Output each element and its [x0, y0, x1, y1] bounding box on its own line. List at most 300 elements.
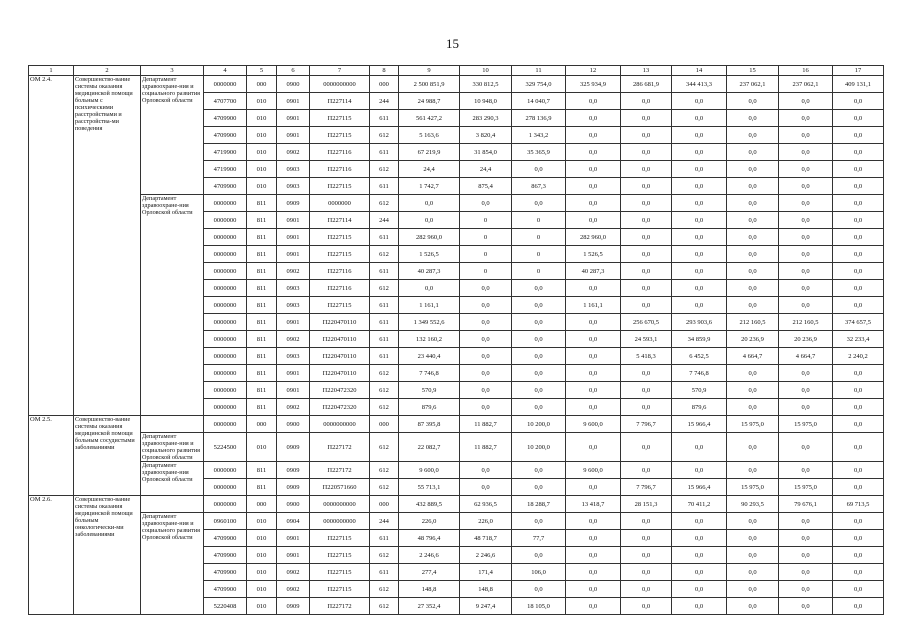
value-cell: 13 418,7 — [566, 496, 621, 513]
value-cell: 0,0 — [399, 195, 460, 212]
executor-cell — [141, 496, 204, 513]
value-cell: 0,0 — [779, 462, 833, 479]
value-cell: П227172 — [310, 598, 370, 615]
value-cell: 5220408 — [204, 598, 247, 615]
value-cell: 0,0 — [460, 399, 512, 416]
value-cell: 010 — [247, 127, 277, 144]
value-cell: 0000000 — [204, 280, 247, 297]
value-cell: 0 — [460, 263, 512, 280]
value-cell: 0,0 — [727, 399, 779, 416]
value-cell: 0,0 — [779, 598, 833, 615]
value-cell: 811 — [247, 382, 277, 399]
value-cell: 0,0 — [779, 399, 833, 416]
value-cell: 0,0 — [566, 93, 621, 110]
column-header: 17 — [833, 66, 884, 76]
value-cell: П227172 — [310, 462, 370, 479]
value-cell: 14 040,7 — [512, 93, 566, 110]
value-cell: 0,0 — [621, 229, 672, 246]
value-cell: 0,0 — [833, 110, 884, 127]
value-cell: 0,0 — [621, 433, 672, 462]
value-cell: 000 — [247, 76, 277, 93]
value-cell: 1 526,5 — [399, 246, 460, 263]
table-row — [29, 76, 884, 93]
value-cell: 0,0 — [727, 127, 779, 144]
value-cell: 811 — [247, 331, 277, 348]
column-header: 9 — [399, 66, 460, 76]
value-cell: 48 796,4 — [399, 530, 460, 547]
value-cell: 0900 — [277, 496, 310, 513]
value-cell: 11 882,7 — [460, 433, 512, 462]
table-row — [29, 496, 884, 513]
value-cell: П220470110 — [310, 348, 370, 365]
value-cell: 0,0 — [833, 581, 884, 598]
column-header: 3 — [141, 66, 204, 76]
value-cell: 0,0 — [779, 127, 833, 144]
value-cell: 000 — [247, 496, 277, 513]
value-cell: 0,0 — [621, 598, 672, 615]
value-cell: 811 — [247, 229, 277, 246]
value-cell: 0,0 — [833, 399, 884, 416]
value-cell: 0903 — [277, 348, 310, 365]
value-cell: 0,0 — [833, 564, 884, 581]
value-cell: 15 975,0 — [727, 416, 779, 433]
value-cell: 611 — [370, 263, 399, 280]
value-cell: П227116 — [310, 280, 370, 297]
column-header: 16 — [779, 66, 833, 76]
value-cell: 226,0 — [460, 513, 512, 530]
value-cell: П227115 — [310, 564, 370, 581]
value-cell: 0,0 — [833, 416, 884, 433]
value-cell: 0,0 — [727, 246, 779, 263]
value-cell: 278 136,9 — [512, 110, 566, 127]
value-cell: 24,4 — [460, 161, 512, 178]
value-cell: 0,0 — [566, 331, 621, 348]
value-cell: 0,0 — [672, 513, 727, 530]
value-cell: 329 754,0 — [512, 76, 566, 93]
value-cell: 409 131,1 — [833, 76, 884, 93]
value-cell: 0000000 — [204, 76, 247, 93]
value-cell: 5 163,6 — [399, 127, 460, 144]
value-cell: 2 246,6 — [399, 547, 460, 564]
value-cell: 15 975,0 — [779, 479, 833, 496]
value-cell: 0 — [460, 212, 512, 229]
value-cell: 0,0 — [621, 195, 672, 212]
value-cell: 811 — [247, 195, 277, 212]
value-cell: 0,0 — [566, 195, 621, 212]
value-cell: 0,0 — [512, 297, 566, 314]
value-cell: 0902 — [277, 331, 310, 348]
value-cell: 374 657,5 — [833, 314, 884, 331]
value-cell: 0000000 — [204, 399, 247, 416]
value-cell: 612 — [370, 547, 399, 564]
value-cell: 3 820,4 — [460, 127, 512, 144]
value-cell: 0,0 — [833, 93, 884, 110]
value-cell: 286 681,9 — [621, 76, 672, 93]
value-cell: 28 151,3 — [621, 496, 672, 513]
value-cell: 0,0 — [779, 564, 833, 581]
value-cell: 811 — [247, 263, 277, 280]
value-cell: 4 664,7 — [779, 348, 833, 365]
value-cell: 4719900 — [204, 161, 247, 178]
value-cell: 0000000 — [204, 496, 247, 513]
value-cell: П227115 — [310, 127, 370, 144]
value-cell: 0902 — [277, 263, 310, 280]
value-cell: 0,0 — [460, 348, 512, 365]
value-cell: 0,0 — [727, 462, 779, 479]
value-cell: 0901 — [277, 212, 310, 229]
value-cell: 171,4 — [460, 564, 512, 581]
value-cell: 811 — [247, 365, 277, 382]
value-cell: 0,0 — [566, 314, 621, 331]
value-cell: 0,0 — [672, 93, 727, 110]
value-cell: 132 160,2 — [399, 331, 460, 348]
value-cell: 612 — [370, 479, 399, 496]
value-cell: 40 287,3 — [399, 263, 460, 280]
value-cell: 811 — [247, 479, 277, 496]
value-cell: 0000000 — [310, 195, 370, 212]
value-cell: 0,0 — [833, 382, 884, 399]
value-cell: 0,0 — [727, 547, 779, 564]
value-cell: 148,8 — [399, 581, 460, 598]
value-cell: 0903 — [277, 178, 310, 195]
value-cell: П227115 — [310, 178, 370, 195]
value-cell: 811 — [247, 297, 277, 314]
measure-name: Совершенство-вание системы оказания медицинской помощи больным с психическими расстройствами и расстройства-ми поведения — [74, 76, 141, 416]
value-cell: 612 — [370, 382, 399, 399]
value-cell: 000 — [370, 76, 399, 93]
column-header: 11 — [512, 66, 566, 76]
value-cell: 2 500 851,9 — [399, 76, 460, 93]
value-cell: 0,0 — [727, 212, 779, 229]
value-cell: 87 395,8 — [399, 416, 460, 433]
value-cell: 1 349 552,6 — [399, 314, 460, 331]
value-cell: 226,0 — [399, 513, 460, 530]
value-cell: 0,0 — [833, 479, 884, 496]
value-cell: 282 960,0 — [399, 229, 460, 246]
value-cell: 611 — [370, 110, 399, 127]
measure-name: Совершенство-вание системы оказания медицинской помощи больным онкологически-ми заболеваниями — [74, 496, 141, 615]
table-row — [29, 462, 884, 479]
value-cell: 0900 — [277, 76, 310, 93]
value-cell: 0,0 — [512, 331, 566, 348]
value-cell: 0,0 — [621, 178, 672, 195]
value-cell: 244 — [370, 513, 399, 530]
value-cell: 0,0 — [833, 195, 884, 212]
value-cell: 0909 — [277, 462, 310, 479]
value-cell: 18 105,0 — [512, 598, 566, 615]
value-cell: 69 713,5 — [833, 496, 884, 513]
value-cell: 325 934,9 — [566, 76, 621, 93]
value-cell: 010 — [247, 581, 277, 598]
value-cell: 0901 — [277, 547, 310, 564]
value-cell: 611 — [370, 144, 399, 161]
value-cell: П220470110 — [310, 365, 370, 382]
value-cell: 212 160,5 — [727, 314, 779, 331]
value-cell: 811 — [247, 348, 277, 365]
column-header: 10 — [460, 66, 512, 76]
value-cell: 0909 — [277, 433, 310, 462]
value-cell: 70 411,2 — [672, 496, 727, 513]
value-cell: 0,0 — [727, 263, 779, 280]
value-cell: 0,0 — [566, 513, 621, 530]
value-cell: 0,0 — [621, 530, 672, 547]
value-cell: 0,0 — [621, 365, 672, 382]
value-cell: 0,0 — [672, 110, 727, 127]
value-cell: 0,0 — [672, 144, 727, 161]
value-cell: 0,0 — [566, 280, 621, 297]
value-cell: 0,0 — [621, 564, 672, 581]
value-cell: 7 796,7 — [621, 479, 672, 496]
value-cell: 612 — [370, 127, 399, 144]
value-cell: 611 — [370, 297, 399, 314]
value-cell: 0,0 — [833, 513, 884, 530]
value-cell: 0,0 — [672, 127, 727, 144]
value-cell: 0,0 — [621, 462, 672, 479]
value-cell: 0,0 — [779, 382, 833, 399]
value-cell: 570,9 — [399, 382, 460, 399]
value-cell: 611 — [370, 331, 399, 348]
value-cell: 330 812,5 — [460, 76, 512, 93]
value-cell: 1 526,5 — [566, 246, 621, 263]
value-cell: 0,0 — [779, 365, 833, 382]
value-cell: 010 — [247, 598, 277, 615]
measure-name: Совершенство-вание системы оказания медицинской помощи больным сосудистыми заболеваниями — [74, 416, 141, 496]
value-cell: П227114 — [310, 93, 370, 110]
value-cell: 612 — [370, 246, 399, 263]
value-cell: П220470110 — [310, 314, 370, 331]
value-cell: 0,0 — [621, 246, 672, 263]
value-cell: 0901 — [277, 365, 310, 382]
value-cell: 15 975,0 — [779, 416, 833, 433]
value-cell: 0,0 — [833, 462, 884, 479]
value-cell: 0 — [512, 263, 566, 280]
value-cell: 010 — [247, 161, 277, 178]
value-cell: 0,0 — [566, 598, 621, 615]
value-cell: 0,0 — [672, 297, 727, 314]
value-cell: 0,0 — [566, 547, 621, 564]
value-cell: 237 062,1 — [779, 76, 833, 93]
value-cell: 0,0 — [672, 547, 727, 564]
value-cell: 0,0 — [621, 93, 672, 110]
value-cell: 256 670,5 — [621, 314, 672, 331]
value-cell: 0,0 — [779, 246, 833, 263]
table-row — [29, 195, 884, 212]
value-cell: 5 418,3 — [621, 348, 672, 365]
value-cell: 62 936,5 — [460, 496, 512, 513]
value-cell: 0,0 — [621, 110, 672, 127]
value-cell: 0901 — [277, 382, 310, 399]
value-cell: 0,0 — [672, 280, 727, 297]
value-cell: 0000000 — [204, 479, 247, 496]
value-cell: П227115 — [310, 110, 370, 127]
value-cell: 0,0 — [779, 280, 833, 297]
value-cell: 0,0 — [460, 479, 512, 496]
value-cell: 0,0 — [512, 399, 566, 416]
value-cell: 0000000 — [204, 212, 247, 229]
value-cell: 0000000 — [204, 462, 247, 479]
value-cell: 55 713,1 — [399, 479, 460, 496]
executor-cell: Департамент здравоохране-ния Орловской области — [141, 462, 204, 496]
value-cell: 10 948,0 — [460, 93, 512, 110]
value-cell: 0,0 — [833, 161, 884, 178]
value-cell: 0,0 — [672, 598, 727, 615]
value-cell: 0,0 — [512, 161, 566, 178]
value-cell: 0901 — [277, 127, 310, 144]
value-cell: 0,0 — [621, 513, 672, 530]
value-cell: 0903 — [277, 280, 310, 297]
value-cell: П220472320 — [310, 382, 370, 399]
value-cell: 612 — [370, 399, 399, 416]
executor-cell — [141, 416, 204, 433]
value-cell: 4709900 — [204, 110, 247, 127]
value-cell: 2 246,6 — [460, 547, 512, 564]
value-cell: 0,0 — [460, 365, 512, 382]
value-cell: 0,0 — [621, 161, 672, 178]
value-cell: 0,0 — [621, 280, 672, 297]
value-cell: 0,0 — [727, 144, 779, 161]
value-cell: 0,0 — [672, 161, 727, 178]
value-cell: 0,0 — [779, 178, 833, 195]
value-cell: 0,0 — [779, 229, 833, 246]
value-cell: 0,0 — [621, 581, 672, 598]
value-cell: 0,0 — [460, 195, 512, 212]
value-cell: 0000000 — [204, 331, 247, 348]
value-cell: 0,0 — [727, 530, 779, 547]
value-cell: 277,4 — [399, 564, 460, 581]
value-cell: 612 — [370, 161, 399, 178]
column-header: 1 — [29, 66, 74, 76]
value-cell: 0000000 — [204, 297, 247, 314]
value-cell: 11 882,7 — [460, 416, 512, 433]
column-header: 7 — [310, 66, 370, 76]
value-cell: П227172 — [310, 433, 370, 462]
value-cell: 000 — [247, 416, 277, 433]
value-cell: 611 — [370, 530, 399, 547]
value-cell: 31 854,0 — [460, 144, 512, 161]
value-cell: 244 — [370, 93, 399, 110]
value-cell: 0,0 — [621, 297, 672, 314]
value-cell: 811 — [247, 246, 277, 263]
value-cell: 0960100 — [204, 513, 247, 530]
value-cell: 611 — [370, 348, 399, 365]
value-cell: 010 — [247, 93, 277, 110]
value-cell: 27 352,4 — [399, 598, 460, 615]
value-cell: 0,0 — [566, 564, 621, 581]
value-cell: 0,0 — [621, 547, 672, 564]
value-cell: 0,0 — [566, 161, 621, 178]
value-cell: 811 — [247, 280, 277, 297]
value-cell: 0,0 — [512, 479, 566, 496]
value-cell: П227115 — [310, 581, 370, 598]
value-cell: 0000000 — [204, 348, 247, 365]
value-cell: 24,4 — [399, 161, 460, 178]
value-cell: 0901 — [277, 530, 310, 547]
header-row — [29, 66, 884, 76]
value-cell: 0,0 — [833, 127, 884, 144]
value-cell: 611 — [370, 564, 399, 581]
value-cell: 0,0 — [460, 280, 512, 297]
value-cell: 0,0 — [727, 382, 779, 399]
value-cell: 0 — [512, 246, 566, 263]
value-cell: 010 — [247, 110, 277, 127]
value-cell: 0,0 — [727, 433, 779, 462]
value-cell: 32 233,4 — [833, 331, 884, 348]
value-cell: 0,0 — [566, 433, 621, 462]
value-cell: 24 988,7 — [399, 93, 460, 110]
value-cell: 612 — [370, 598, 399, 615]
value-cell: 0,0 — [672, 530, 727, 547]
value-cell: 879,6 — [399, 399, 460, 416]
value-cell: 010 — [247, 530, 277, 547]
value-cell: 344 413,3 — [672, 76, 727, 93]
value-cell: 0,0 — [779, 263, 833, 280]
value-cell: 0,0 — [779, 513, 833, 530]
value-cell: 20 236,9 — [779, 331, 833, 348]
value-cell: 0000000000 — [310, 496, 370, 513]
value-cell: 106,0 — [512, 564, 566, 581]
value-cell: 0,0 — [833, 144, 884, 161]
value-cell: 40 287,3 — [566, 263, 621, 280]
value-cell: 612 — [370, 195, 399, 212]
value-cell: 0901 — [277, 229, 310, 246]
value-cell: 0000000 — [204, 229, 247, 246]
value-cell: 0,0 — [566, 110, 621, 127]
value-cell: 0,0 — [566, 365, 621, 382]
value-cell: 237 062,1 — [727, 76, 779, 93]
value-cell: 9 600,0 — [566, 416, 621, 433]
value-cell: 0,0 — [779, 212, 833, 229]
value-cell: 4 664,7 — [727, 348, 779, 365]
value-cell: 0900 — [277, 416, 310, 433]
column-header: 13 — [621, 66, 672, 76]
value-cell: 35 365,9 — [512, 144, 566, 161]
value-cell: 0 — [512, 212, 566, 229]
value-cell: 0,0 — [566, 348, 621, 365]
value-cell: 0902 — [277, 581, 310, 598]
value-cell: 0,0 — [727, 564, 779, 581]
value-cell: 0,0 — [621, 127, 672, 144]
value-cell: 0,0 — [779, 433, 833, 462]
value-cell: 879,6 — [672, 399, 727, 416]
value-cell: 0,0 — [672, 229, 727, 246]
page-number: 15 — [446, 36, 459, 51]
value-cell: 0,0 — [727, 161, 779, 178]
value-cell: 0000000 — [204, 263, 247, 280]
value-cell: П227115 — [310, 530, 370, 547]
value-cell: 4709900 — [204, 547, 247, 564]
value-cell: 0,0 — [833, 246, 884, 263]
value-cell: 0,0 — [833, 229, 884, 246]
value-cell: 244 — [370, 212, 399, 229]
value-cell: 875,4 — [460, 178, 512, 195]
value-cell: 0,0 — [512, 365, 566, 382]
value-cell: 15 975,0 — [727, 479, 779, 496]
value-cell: 0,0 — [460, 462, 512, 479]
value-cell: 0000000000 — [310, 416, 370, 433]
value-cell: П220571660 — [310, 479, 370, 496]
value-cell: П227116 — [310, 144, 370, 161]
value-cell: П227115 — [310, 547, 370, 564]
value-cell: 0000000 — [204, 314, 247, 331]
value-cell: 4709900 — [204, 127, 247, 144]
value-cell: 9 247,4 — [460, 598, 512, 615]
value-cell: 0,0 — [672, 246, 727, 263]
value-cell: 0,0 — [512, 382, 566, 399]
value-cell: 0,0 — [833, 297, 884, 314]
value-cell: П227115 — [310, 229, 370, 246]
value-cell: 0,0 — [512, 462, 566, 479]
value-cell: 612 — [370, 581, 399, 598]
